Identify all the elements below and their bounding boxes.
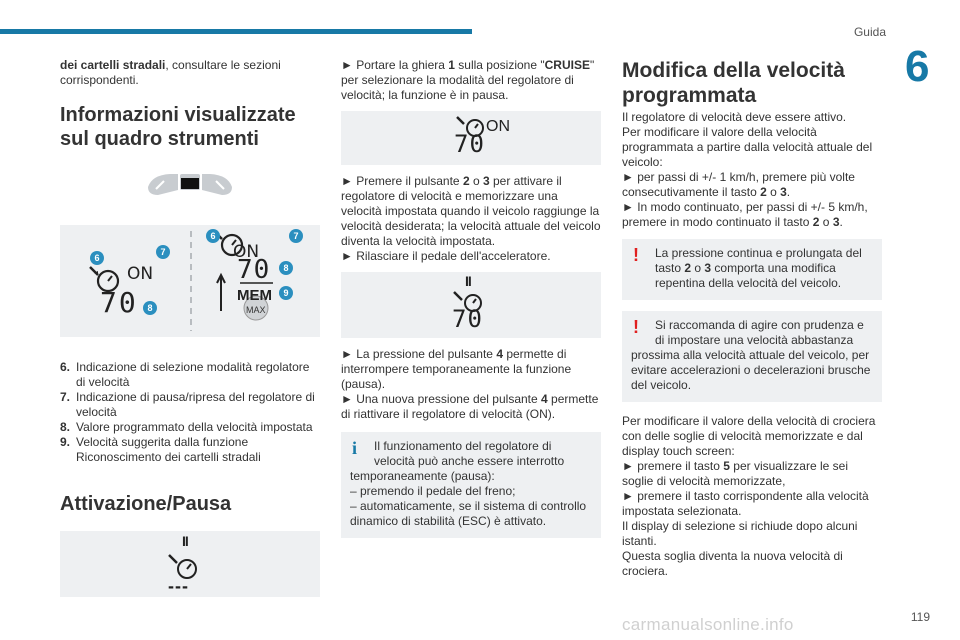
- warning-note-2: ! Si raccomanda di agire con prudenza e di impostare una velocità abbastanza prossima alla velocità attuale del veicolo, per evitare accelerazioni o decelerazioni brusche del veicolo.: [622, 311, 882, 402]
- warning-note-1: ! La pressione continua e prolungata del tasto 2 o 3 comporta una modifica repentina della velocità del veicolo.: [622, 239, 882, 300]
- legend-item: 6. Indicazione di selezione modalità regolatore di velocità: [60, 360, 310, 389]
- pause-display-panel: [60, 531, 320, 597]
- paragraph: ► premere il tasto 5 per visualizzare le sei soglie di velocità memorizzate,: [622, 459, 848, 488]
- info-note: i Il funzionamento del regolatore di velocità può anche essere interrotto temporaneamente (pausa): – premendo il pedale del freno; – automaticamente, se il sistema di controllo dinamico di stabilità (ESC) è attivato.: [341, 432, 601, 538]
- badge-6-left: 6: [90, 251, 104, 265]
- on-indicator: ON: [486, 118, 510, 135]
- set-speed-2: 70: [452, 305, 483, 333]
- chapter-number: 6: [905, 42, 930, 91]
- paragraph: Per modificare il valore della velocità programmata a partire dalla velocità attuale del veicolo:: [622, 125, 873, 169]
- heading-modify-speed: Modifica della velocità programmata: [622, 59, 845, 107]
- mem-indicator: MEM: [237, 287, 272, 304]
- pause-indicator-2: II: [465, 273, 471, 289]
- badge-8-left: 8: [143, 301, 157, 315]
- badge-9-right: 9: [279, 286, 293, 300]
- paragraph: Il regolatore di velocità deve essere attivo.: [622, 110, 847, 124]
- step-select-cruise: ► Portare la ghiera 1 sulla posizione "CRUISE" per selezionare la modalità del regolatore di velocità; la funzione è in pausa.: [341, 58, 595, 102]
- badge-6-right: 6: [206, 229, 220, 243]
- column-1: [60, 58, 320, 597]
- paragraph: ► premere il tasto corrispondente alla velocità impostata selezionata.: [622, 489, 869, 518]
- watermark: carmanualsonline.info: [622, 615, 794, 634]
- heading-activation: Attivazione/Pausa: [60, 493, 232, 515]
- instrument-display-illustration: [60, 225, 320, 337]
- badge-8-right: 8: [279, 261, 293, 275]
- column-3: [622, 58, 882, 579]
- page-number: 119: [910, 610, 930, 624]
- badge-7-left: 7: [156, 245, 170, 259]
- step-resume: ► Una nuova pressione del pulsante 4 permette di riattivare il regolatore di velocità (ON).: [341, 392, 599, 421]
- legend-list: [60, 360, 320, 465]
- heading-info: Informazioni visualizzate sul quadro strumenti: [60, 104, 296, 150]
- legend-item: 8. Valore programmato della velocità impostata: [60, 420, 313, 434]
- set-speed: 70: [454, 130, 485, 158]
- set-speed-right: 70: [237, 255, 271, 285]
- step-pause: ► La pressione del pulsante 4 permette di interrompere temporaneamente la funzione (pausa).: [341, 347, 572, 391]
- step-activate: ► Premere il pulsante 2 o 3 per attivare il regolatore di velocità e memorizzare una velocità impostata quando il veicolo raggiunge la velocità desiderata; la velocità attuale del veicolo diventa la velocità impostata.: [341, 174, 601, 248]
- on-indicator-right: ON: [233, 242, 260, 262]
- instrument-display-panel: [60, 225, 320, 337]
- paragraph: ► per passi di +/- 1 km/h, premere più volte consecutivamente il tasto 2 o 3.: [622, 170, 855, 199]
- pause-gauge-icon: [60, 531, 320, 597]
- paragraph: Per modificare il valore della velocità di crociera con delle soglie di velocità memorizzate e dal display touch screen:: [622, 414, 876, 458]
- on-indicator-left: ON: [127, 264, 154, 284]
- steering-wheel-illustration: [60, 157, 320, 217]
- legend-item: 7. Indicazione di pausa/ripresa del regolatore di velocità: [60, 390, 315, 419]
- pause-display-panel-2: [341, 272, 601, 338]
- paragraph: Questa soglia diventa la nuova velocità di crociera.: [622, 549, 843, 578]
- steering-control-icon: [60, 157, 320, 217]
- paragraph: Il display di selezione si richiude dopo alcuni istanti.: [622, 519, 858, 548]
- step-release-pedal: ► Rilasciare il pedale dell'acceleratore.: [341, 249, 551, 263]
- page-header-title: Guida: [853, 25, 886, 39]
- set-speed-left: 70: [100, 286, 138, 319]
- column-2: [341, 58, 601, 538]
- legend-item: 9. Velocità suggerita dalla funzione Riconoscimento dei cartelli stradali: [60, 435, 261, 464]
- pause-indicator: II: [182, 533, 188, 549]
- paragraph: ► In modo continuato, per passi di +/- 5 km/h, premere in modo continuato il tasto 2 o 3.: [622, 200, 868, 229]
- badge-7-right: 7: [289, 229, 303, 243]
- warning-icon: !: [633, 317, 639, 337]
- max-indicator: MAX: [246, 305, 266, 315]
- speed-dashes: ---: [168, 576, 189, 596]
- warning-icon: !: [633, 245, 639, 265]
- intro-paragraph: dei cartelli stradali, consultare le sezioni corrispondenti.: [60, 58, 281, 87]
- on-display-panel: [341, 111, 601, 165]
- info-icon: i: [352, 438, 358, 458]
- header-accent-bar: [0, 29, 472, 34]
